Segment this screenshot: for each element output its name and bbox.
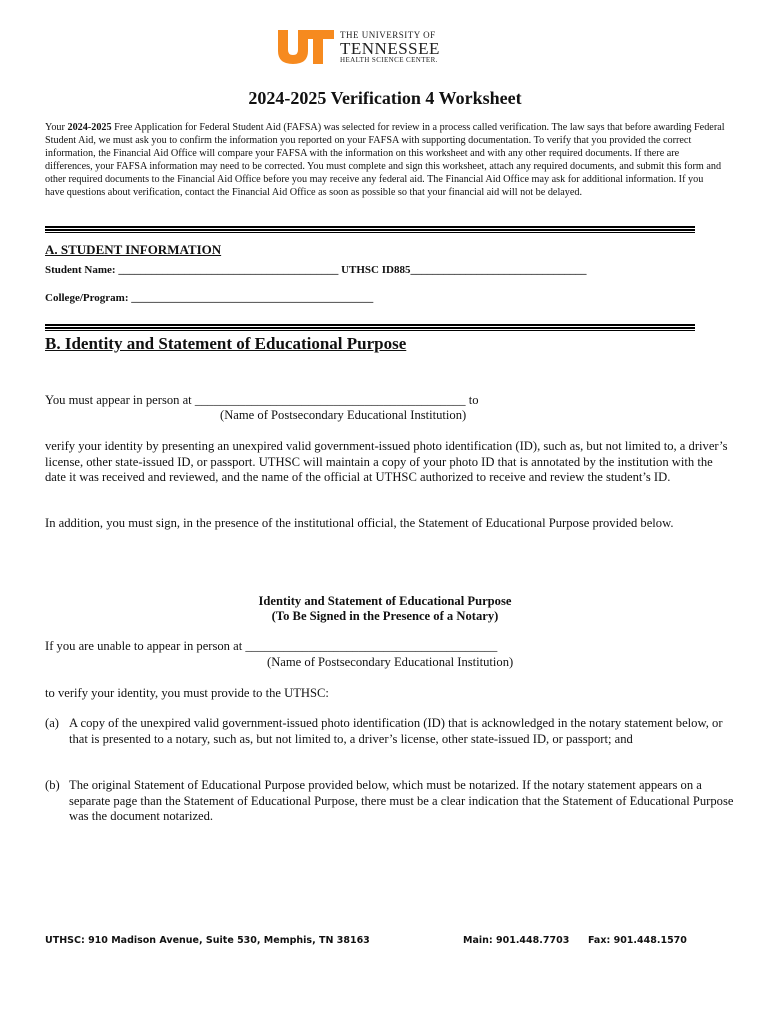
ut-logo-icon (278, 30, 334, 64)
divider-middle (45, 324, 695, 331)
institution-caption-1: (Name of Postsecondary Educational Institution) (220, 408, 467, 422)
unable-to-appear-line[interactable]: If you are unable to appear in person at ________________________________________ (45, 639, 498, 653)
list-item-b (45, 778, 735, 825)
college-program-field[interactable]: College/Program: ____________________________________________ (45, 292, 374, 304)
student-name-field[interactable]: Student Name: ________________________________________ UTHSC ID885________________________________ (45, 264, 587, 276)
verify-identity-paragraph: verify your identity by presenting an unexpired valid government-issued photo identification (ID), such as, but not limited to, a driver’s license, other state-issued ID, or passport. UTHSC will maintain a copy of your photo ID that is annotated by the institution with the date it was received and reviewed, and the name of the official at UTHSC authorized to receive and review the student’s ID. (45, 439, 728, 484)
institution-caption-2: (Name of Postsecondary Educational Institution) (267, 655, 514, 669)
logo-line-1: THE UNIVERSITY OF (340, 29, 436, 40)
footer-main-phone: Main: 901.448.7703 (463, 935, 570, 946)
list-item-a-text: A copy of the unexpired valid government-issued photo identification (ID) that is acknowledged in the notary statement below, or that is presented to a notary, such as, but not limited to, a driver’s license, other state-issued ID, or passport; and (69, 716, 723, 746)
intro-year: 2024-2025 (67, 122, 112, 133)
intro-paragraph (45, 122, 725, 199)
notary-subheading-1: Identity and Statement of Educational Purpose (258, 594, 512, 608)
statement-paragraph: In addition, you must sign, in the presence of the institutional official, the Statement of Educational Purpose provided below. (45, 516, 674, 530)
logo-wordmark (340, 31, 440, 64)
divider-top (45, 226, 695, 233)
intro-text: Free Application for Federal Student Aid (FAFSA) was selected for review in a process called verification. The law says that before awarding Federal Student Aid, we must ask you to confirm the information you reported on your FAFSA with supporting documentation. To verify that you provided the correct information, the Financial Aid Office will compare your FAFSA with the information on this worksheet and with any other required documents. If there are differences, your FAFSA information may need to be corrected. You must complete and sign this worksheet, attach any required documents, and submit this form and other required documents to the Financial Aid Office before you may receive any federal aid. The Financial Aid Office may ask for additional information. If you have questions about verification, contact the Financial Aid Office as soon as possible so that your financial aid will not be delayed. (45, 122, 725, 198)
verify-provide-line: to verify your identity, you must provide to the UTHSC: (45, 686, 329, 700)
footer-address: UTHSC: 910 Madison Avenue, Suite 530, Memphis, TN 38163 (45, 935, 370, 946)
page-title: 2024-2025 Verification 4 Worksheet (248, 88, 522, 108)
appear-in-person-line[interactable]: You must appear in person at ___________________________________________ to (45, 393, 479, 407)
uthsc-logo (278, 28, 440, 66)
notary-subheading-2: (To Be Signed in the Presence of a Notary) (271, 609, 499, 623)
list-item-b-label: (b) (45, 778, 60, 792)
list-item-a-label: (a) (45, 716, 59, 730)
list-item-b-text: The original Statement of Educational Purpose provided below, which must be notarized. If the notary statement appears on a separate page than the Statement of Educational Purpose, there must be a clear indication that the Statement of Educational Purpose was the document notarized. (69, 778, 734, 823)
logo-line-2: TENNESSEE (340, 38, 440, 58)
logo-line-3: HEALTH SCIENCE CENTER. (340, 55, 438, 64)
footer-fax: Fax: 901.448.1570 (588, 935, 687, 946)
section-b-heading: B. Identity and Statement of Educational Purpose (45, 334, 407, 353)
section-a-heading: A. STUDENT INFORMATION (45, 242, 222, 257)
list-item-a (45, 716, 735, 747)
intro-prefix: Your (45, 122, 68, 133)
